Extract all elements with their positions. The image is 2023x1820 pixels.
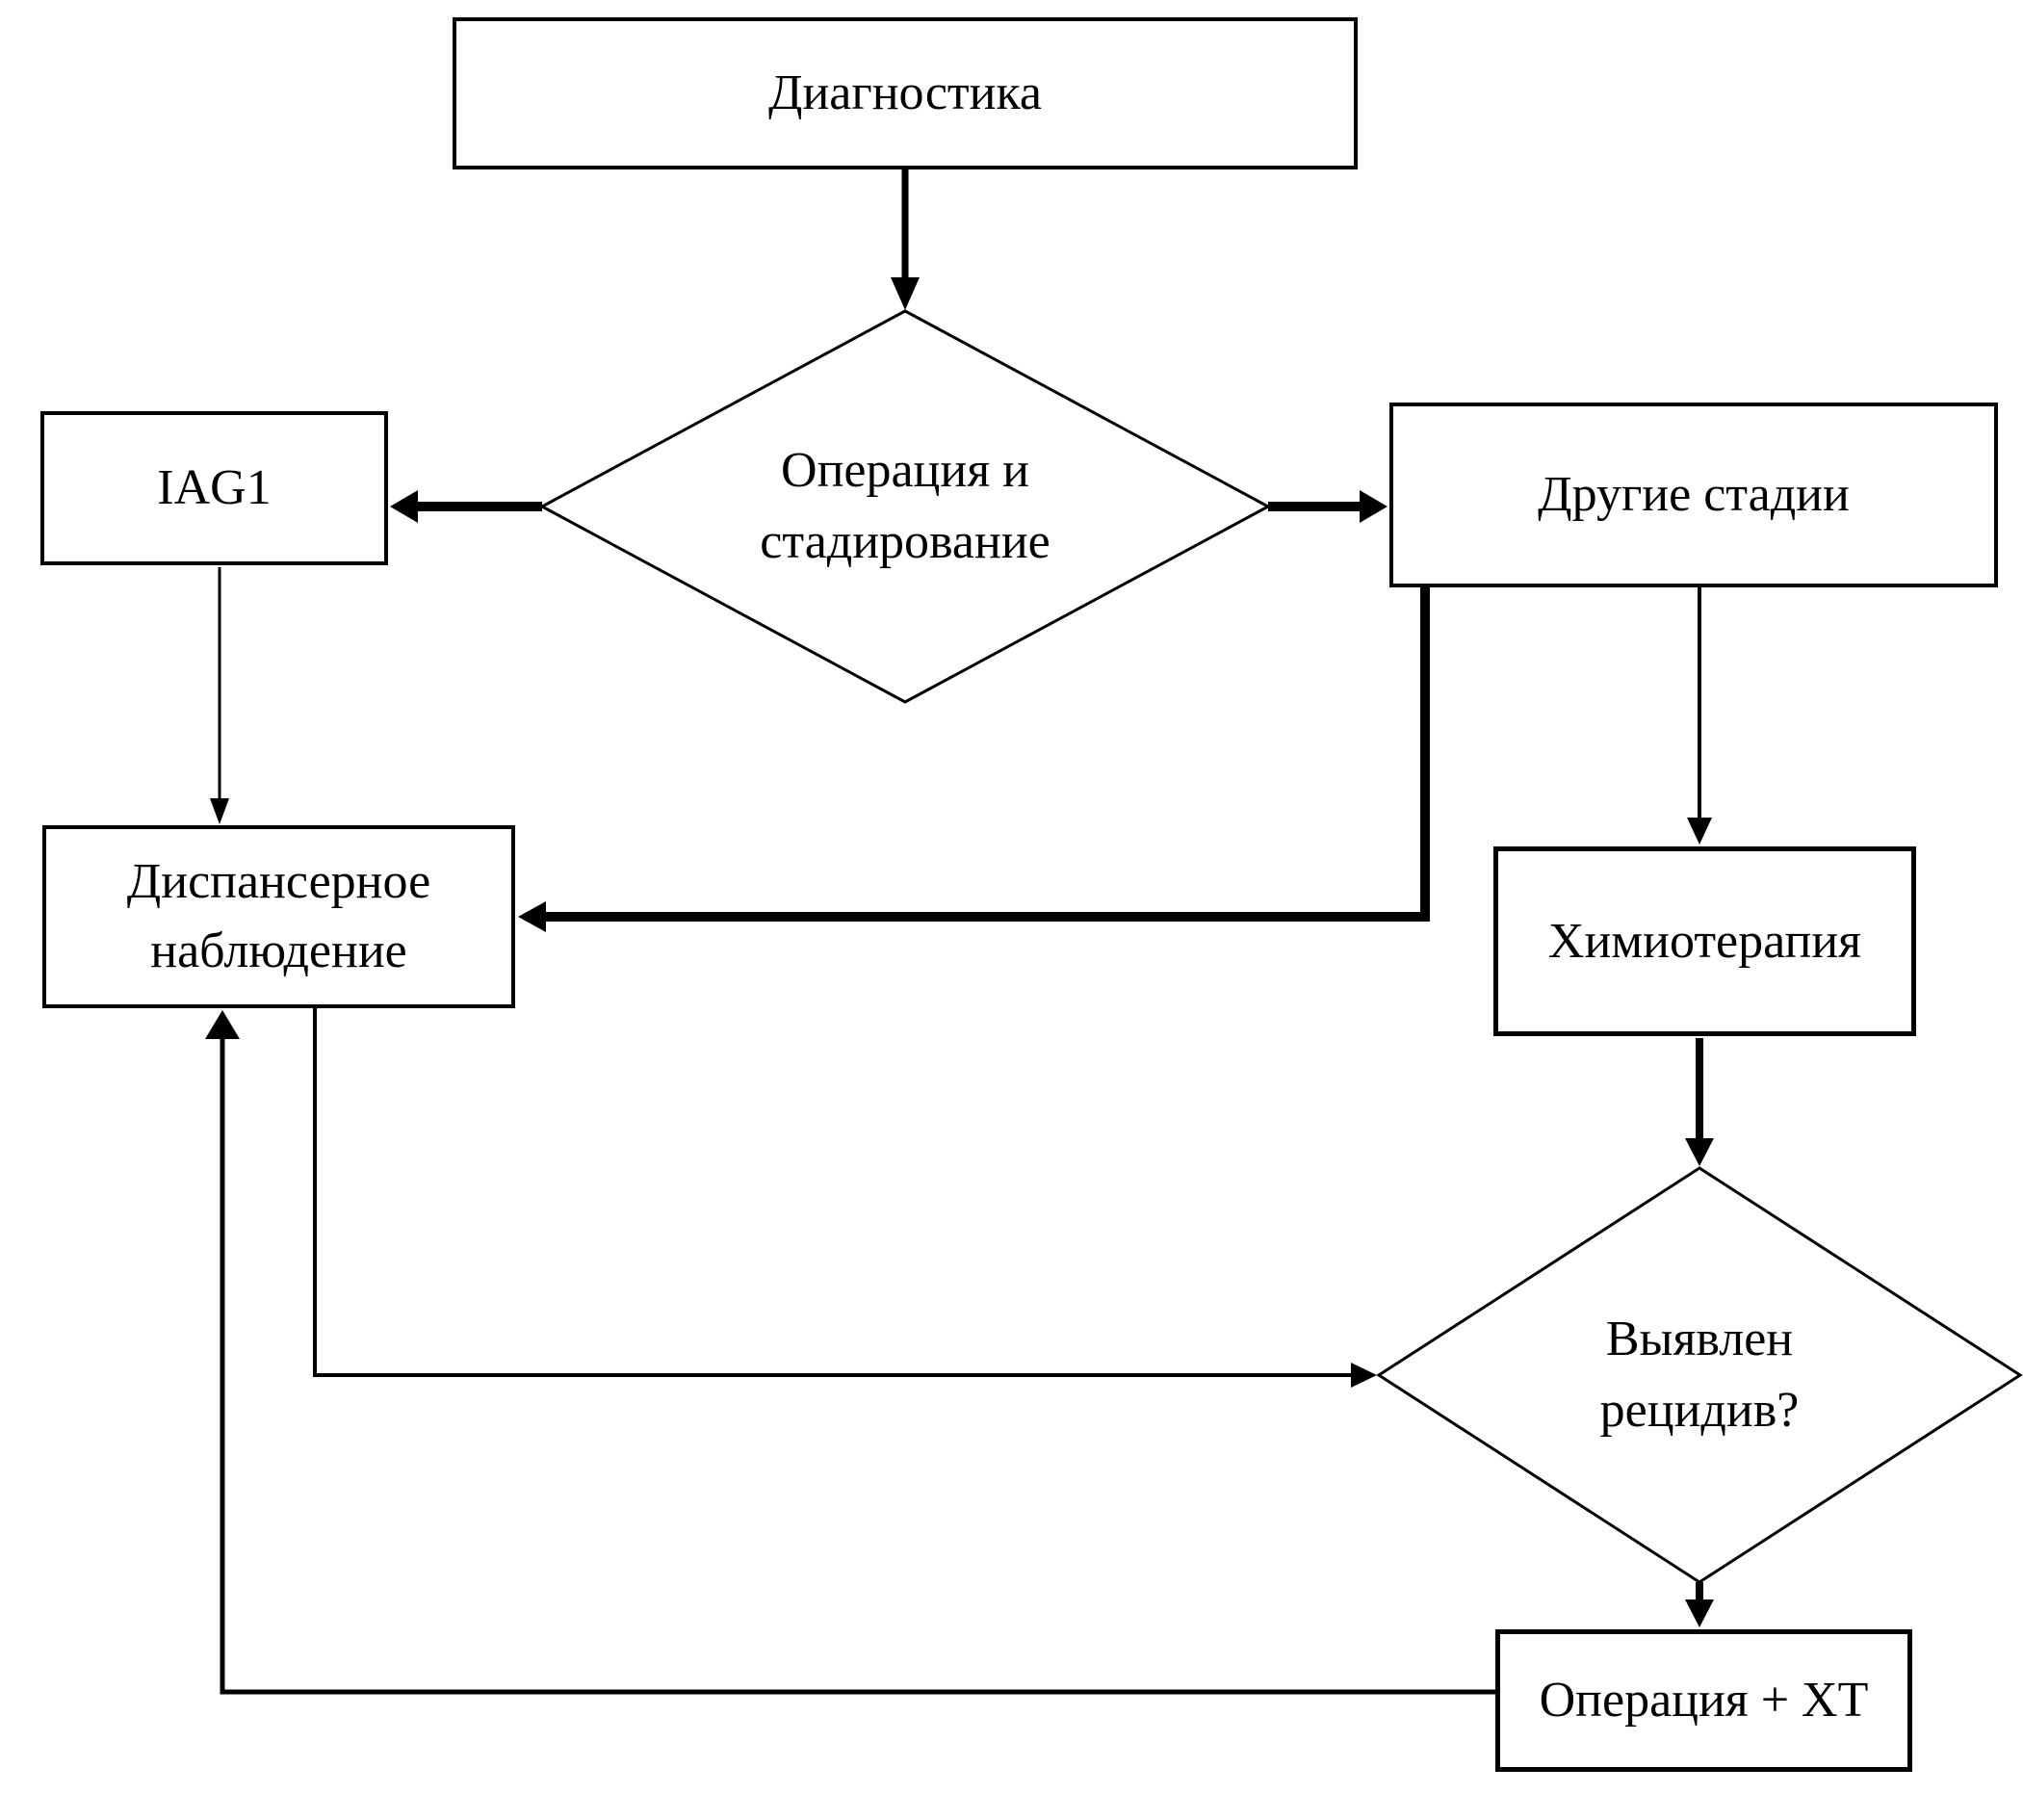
node-other-stages-label: Другие стадии [1538, 467, 1850, 523]
decision-relapse-label-line1: Выявлен [1605, 1312, 1794, 1367]
edge-chemotherapy-to-relapse [1685, 1038, 1714, 1166]
edge-diagnostics-to-staging [891, 169, 920, 310]
edge-dispensary-to-relapse [315, 1007, 1377, 1388]
node-iag1-label: IAG1 [157, 460, 272, 516]
decision-operation-staging-label-line1: Операция и [781, 443, 1029, 499]
node-dispensary-observation-label-line2: наблюдение [150, 923, 407, 978]
node-diagnostics [453, 17, 1358, 169]
node-chemotherapy [1493, 846, 1916, 1036]
edge-staging-to-other-stages [1268, 490, 1388, 523]
node-dispensary-observation-label-line1: Диспансерное [126, 854, 431, 910]
edge-staging-to-iag1 [390, 490, 542, 523]
node-chemotherapy-label: Химиотерапия [1547, 913, 1862, 969]
node-other-stages [1389, 403, 1998, 587]
node-diagnostics-label: Диагностика [767, 65, 1043, 121]
node-iag1 [40, 411, 388, 565]
node-operation-plus-ct-label: Операция + ХТ [1539, 1673, 1869, 1729]
decision-operation-staging-shape [542, 311, 1268, 702]
edge-other-stages-to-chemotherapy [1687, 585, 1712, 845]
decision-relapse-shape [1379, 1168, 2020, 1582]
node-operation-plus-ct [1495, 1629, 1912, 1772]
decision-operation-staging-label-line2: стадирование [760, 514, 1050, 569]
edge-iag1-to-dispensary [210, 567, 229, 824]
node-dispensary-observation [42, 825, 515, 1008]
edge-relapse-to-operation-ct [1685, 1582, 1714, 1627]
edge-operation-ct-to-dispensary [205, 1010, 1495, 1692]
decision-relapse-label-line2: рецидив? [1599, 1383, 1800, 1438]
